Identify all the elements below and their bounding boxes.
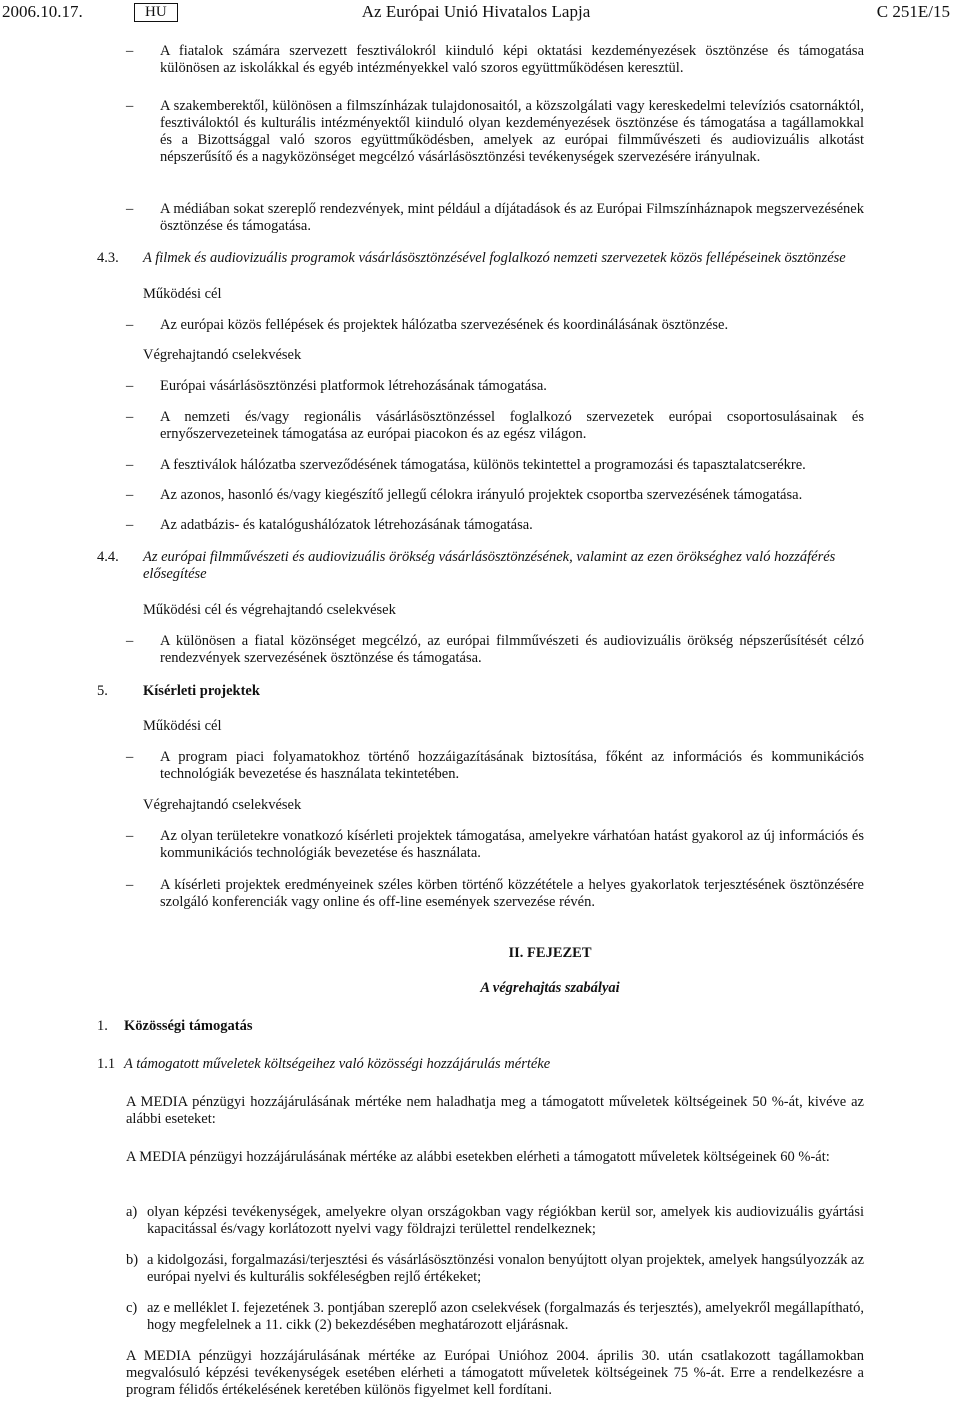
subsection-label: Végrehajtandó cselekvések <box>143 797 302 813</box>
bullet-text: Az azonos, hasonló és/vagy kiegészítő jellegű célokra irányuló projektek csoportba szervezésének támogatása. <box>160 487 803 503</box>
dash-marker: – <box>126 517 134 533</box>
dash-marker: – <box>126 828 134 844</box>
chapter-subtitle: A végrehajtás szabályai <box>480 980 620 996</box>
paragraph: A MEDIA pénzügyi hozzájárulásának mértéke nem haladhatja meg a támogatott műveletek költségeinek 50 %-át, kivéve az alábbi eseteket: <box>126 1094 864 1127</box>
list-item-text: az e melléklet I. fejezetének 3. pontjában szereplő azon cselekvések (forgalmazás és terjesztés), amelyekről megállapítható, hogy megfelelnek a 11. cikk (2) bekezdésében meghatározott eljárásnak. <box>147 1300 864 1333</box>
bullet-text: A fiatalok számára szervezett fesztiválokról kiinduló képi oktatási kezdeményezések ösztönzése és támogatása különösen az iskolákkal és egyéb intézményekkel való szoros együttműködésen keresztül. <box>160 43 864 76</box>
dash-marker: – <box>126 317 134 333</box>
section-title: A támogatott műveletek költségeihez való közösségi hozzájárulás mértéke <box>124 1056 551 1072</box>
bullet-text: Európai vásárlásösztönzési platformok létrehozásának támogatása. <box>160 378 547 394</box>
page-reference: C 251E/15 <box>876 2 950 21</box>
dash-marker: – <box>126 98 134 114</box>
list-item-text: a kidolgozási, forgalmazási/terjesztési és vásárlásösztönzési vonalon benyújtott olyan projektek, amelyek hangsúlyozzák az európai nyelvi és kulturális sokféleségben rejlő értékeket; <box>147 1252 864 1285</box>
paragraph: A MEDIA pénzügyi hozzájárulásának mértéke az Európai Unióhoz 2004. április 30. után csatlakozott tagállamokban megvalósuló képzési tevékenységek esetében elérheti a támogatott műveletek költségeinek 75 %-át. Erre a rendelkezésre a program félidős értékelésének keretében különös figyelmet kell fordítani. <box>126 1348 864 1398</box>
bullet-text: Az adatbázis- és katalógushálózatok létrehozásának támogatása. <box>160 517 533 533</box>
dash-marker: – <box>126 487 134 503</box>
subsection-label: Működési cél <box>143 286 222 302</box>
section-number: 4.3. <box>97 250 119 266</box>
list-label: c) <box>126 1300 138 1316</box>
paragraph: A MEDIA pénzügyi hozzájárulásának mértéke az alábbi esetekben elérheti a támogatott műveletek költségeinek 60 %-át: <box>126 1149 830 1165</box>
bullet-text: Az európai közös fellépések és projektek hálózatba szervezésének és koordinálásának ösztönzése. <box>160 317 729 333</box>
subsection-label: Végrehajtandó cselekvések <box>143 347 302 363</box>
chapter-title: II. FEJEZET <box>508 945 592 961</box>
page-header <box>2 2 950 22</box>
list-label: b) <box>126 1252 139 1268</box>
bullet-text: A kísérleti projektek eredményeinek széles körben történő közzététele a helyes gyakorlatok terjesztésének ösztönzésére szolgáló konferenciák vagy online és off-line események szervezése révén. <box>160 877 864 910</box>
dash-marker: – <box>126 457 134 473</box>
section-title: Kísérleti projektek <box>143 683 260 699</box>
dash-marker: – <box>126 749 134 765</box>
dash-marker: – <box>126 43 134 59</box>
section-number: 4.4. <box>97 549 119 565</box>
dash-marker: – <box>126 409 134 425</box>
bullet-text: A különösen a fiatal közönséget megcélzó, az európai filmművészeti és audiovizuális örökség népszerűsítését célzó rendezvények szervezésének ösztönzése és támogatása. <box>160 633 864 666</box>
section-number: 1. <box>97 1018 108 1034</box>
dash-marker: – <box>126 877 134 893</box>
bullet-text: A médiában sokat szereplő rendezvények, mint például a díjátadások és az Európai Filmszínháznapok megszervezésének ösztönzése és támogatása. <box>160 201 864 234</box>
bullet-text: Az olyan területekre vonatkozó kísérleti projektek támogatása, amelyekre várhatóan hatást gyakorol az új információs és kommunikációs technológiák bevezetése és használata. <box>160 828 864 861</box>
subsection-label: Működési cél és végrehajtandó cselekvések <box>143 602 396 618</box>
publication-date: 2006.10.17. <box>2 2 83 21</box>
list-item-text: olyan képzési tevékenységek, amelyekre olyan országokban vagy régiókban kerül sor, amelyek kis audiovizuális gyártási kapacitással és/vagy korlátozott nyelvi vagy földrajzi területtel rendelkeznek; <box>147 1204 864 1237</box>
dash-marker: – <box>126 633 134 649</box>
bullet-text: A program piaci folyamatokhoz történő hozzáigazításának biztosítása, főként az információs és kommunikációs technológiák bevezetése és használata tekintetében. <box>160 749 864 782</box>
journal-title: Az Európai Unió Hivatalos Lapja <box>361 2 591 21</box>
subsection-label: Működési cél <box>143 718 222 734</box>
section-title: Az európai filmművészeti és audiovizuális örökség vásárlásösztönzésének, valamint az ezen örökséghez való hozzáférés elősegítése <box>143 549 836 582</box>
section-number: 1.1 <box>97 1056 116 1072</box>
language-code: HU <box>134 3 178 22</box>
bullet-text: A fesztiválok hálózatba szerveződésének támogatása, különös tekintettel a programozási és tapasztalatcserékre. <box>160 457 806 473</box>
bullet-text: A nemzeti és/vagy regionális vásárlásösztönzéssel foglalkozó szervezetek európai csoportosulásainak és ernyőszervezeteinek támogatása az európai piacokon és az egész világon. <box>160 409 864 442</box>
section-title: Közösségi támogatás <box>124 1018 253 1034</box>
section-title: A filmek és audiovizuális programok vásárlásösztönzésével foglalkozó nemzeti szervezetek közös fellépéseinek ösztönzése <box>143 250 846 266</box>
dash-marker: – <box>126 378 134 394</box>
bullet-text: A szakemberektől, különösen a filmszínházak tulajdonosaitól, a közszolgálati vagy kereskedelmi televíziós csatornáktól, fesztiváloktól és kulturális intézményektől kiinduló olyan kezdeményezések ösztönzése és támogatása a tagállamokkal és a Bizottsággal való szoros együttműködésben, amelyek az európai filmművészeti és audiovizuális alkotást népszerűsítő és a nagyközönséget megcélzó vásárlásösztönzési tevékenységek szervezésére irányulnak. <box>160 98 864 165</box>
list-label: a) <box>126 1204 138 1220</box>
dash-marker: – <box>126 201 134 217</box>
section-number: 5. <box>97 683 108 699</box>
